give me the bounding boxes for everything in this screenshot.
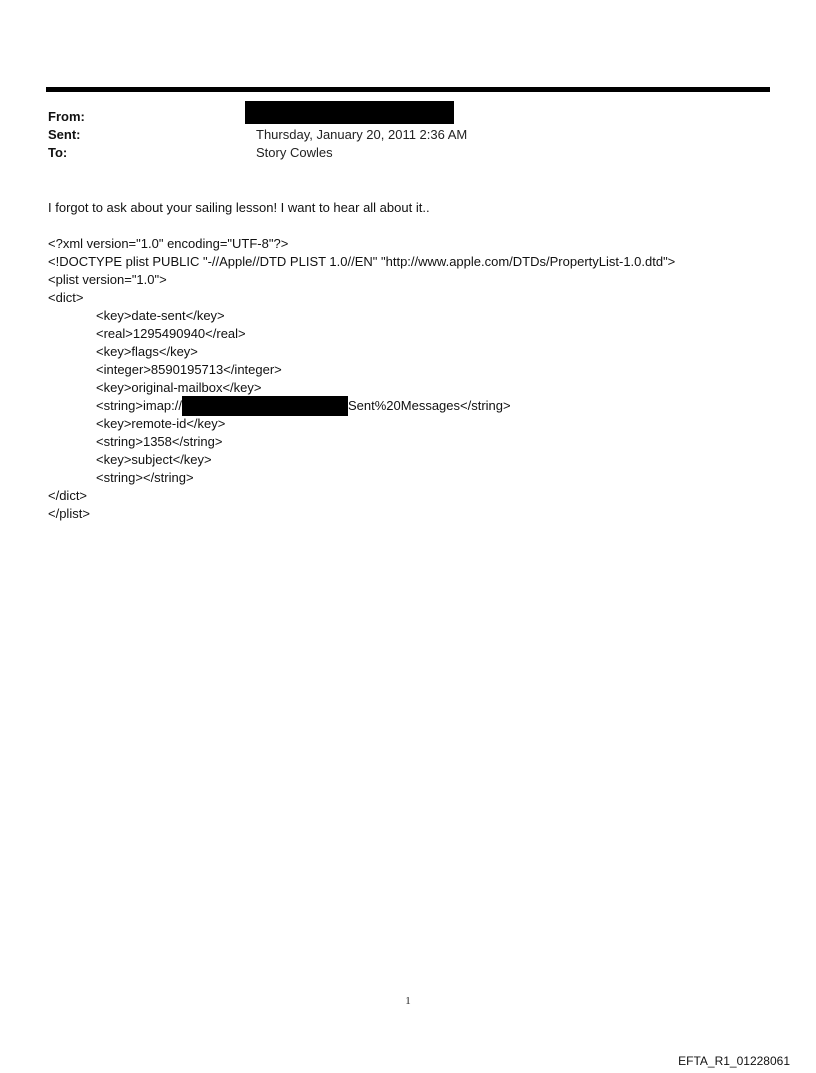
mailbox-string-prefix: <string>imap:// xyxy=(96,398,182,413)
from-label: From: xyxy=(48,109,85,124)
plist-line-key-remote-id: <key>remote-id</key> xyxy=(96,416,226,431)
sent-value: Thursday, January 20, 2011 2:36 AM xyxy=(256,127,468,142)
plist-line-key-flags: <key>flags</key> xyxy=(96,344,198,359)
page-number: 1 xyxy=(405,995,411,1007)
plist-line-remote-id-string: <string>1358</string> xyxy=(96,434,223,449)
plist-line-doctype: <!DOCTYPE plist PUBLIC "-//Apple//DTD PLIST 1.0//EN" "http://www.apple.com/DTDs/PropertyList-1.0.dtd"> xyxy=(48,254,676,269)
mailbox-redaction-block xyxy=(182,396,348,416)
sent-label: Sent: xyxy=(48,127,81,142)
plist-line-xml-declaration: <?xml version="1.0" encoding="UTF-8"?> xyxy=(48,236,289,251)
to-label: To: xyxy=(48,145,68,160)
plist-line-real: <real>1295490940</real> xyxy=(96,326,246,341)
plist-line-dict-close: </dict> xyxy=(48,488,88,503)
plist-line-plist-open: <plist version="1.0"> xyxy=(48,272,167,287)
plist-line-integer: <integer>8590195713</integer> xyxy=(96,362,282,377)
plist-line-key-original-mailbox: <key>original-mailbox</key> xyxy=(96,380,262,395)
plist-line-dict-open: <dict> xyxy=(48,290,84,305)
message-body: I forgot to ask about your sailing lesson! I want to hear all about it.. xyxy=(48,200,430,215)
plist-line-key-date-sent: <key>date-sent</key> xyxy=(96,308,225,323)
mailbox-string-suffix: Sent%20Messages</string> xyxy=(348,398,511,413)
from-redaction-block xyxy=(245,101,454,124)
to-value: Story Cowles xyxy=(256,145,333,160)
plist-line-key-subject: <key>subject</key> xyxy=(96,452,212,467)
plist-line-mailbox-string xyxy=(96,397,511,415)
plist-line-plist-close: </plist> xyxy=(48,506,90,521)
plist-line-subject-string: <string></string> xyxy=(96,470,194,485)
header-rule xyxy=(46,87,770,92)
document-id: EFTA_R1_01228061 xyxy=(678,1054,790,1068)
